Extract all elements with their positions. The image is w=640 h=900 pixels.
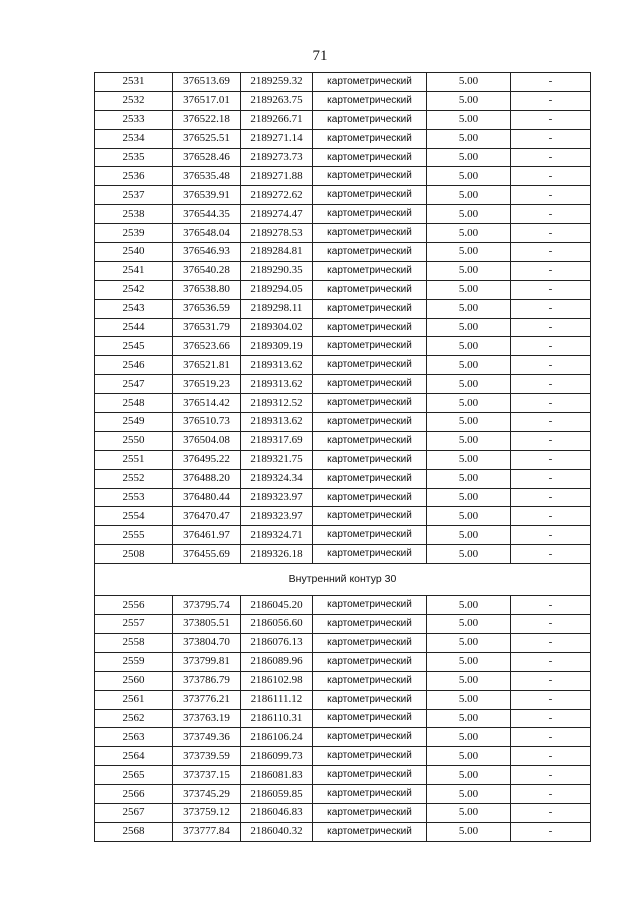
note-cell: - — [511, 167, 591, 186]
accuracy-cell: 5.00 — [427, 488, 511, 507]
point-id-cell: 2554 — [95, 507, 173, 526]
x-coordinate-cell: 376538.80 — [173, 280, 241, 299]
y-coordinate-cell: 2189304.02 — [241, 318, 313, 337]
accuracy-cell: 5.00 — [427, 652, 511, 671]
table-row — [95, 633, 591, 652]
accuracy-cell: 5.00 — [427, 596, 511, 615]
y-coordinate-cell: 2189294.05 — [241, 280, 313, 299]
method-cell: картометрический — [313, 747, 427, 766]
note-cell: - — [511, 110, 591, 129]
table-row — [95, 318, 591, 337]
method-cell: картометрический — [313, 129, 427, 148]
note-cell: - — [511, 469, 591, 488]
y-coordinate-cell: 2189313.62 — [241, 413, 313, 432]
note-cell: - — [511, 545, 591, 564]
x-coordinate-cell: 376488.20 — [173, 469, 241, 488]
accuracy-cell: 5.00 — [427, 73, 511, 92]
accuracy-cell: 5.00 — [427, 129, 511, 148]
coordinates-table — [94, 72, 591, 842]
note-cell: - — [511, 148, 591, 167]
y-coordinate-cell: 2186046.83 — [241, 803, 313, 822]
x-coordinate-cell: 373795.74 — [173, 596, 241, 615]
point-id-cell: 2548 — [95, 394, 173, 413]
y-coordinate-cell: 2189309.19 — [241, 337, 313, 356]
note-cell: - — [511, 337, 591, 356]
note-cell: - — [511, 785, 591, 804]
x-coordinate-cell: 376523.66 — [173, 337, 241, 356]
x-coordinate-cell: 376495.22 — [173, 450, 241, 469]
table-row — [95, 243, 591, 262]
accuracy-cell: 5.00 — [427, 450, 511, 469]
accuracy-cell: 5.00 — [427, 261, 511, 280]
x-coordinate-cell: 376540.28 — [173, 261, 241, 280]
accuracy-cell: 5.00 — [427, 633, 511, 652]
x-coordinate-cell: 373749.36 — [173, 728, 241, 747]
table-row — [95, 280, 591, 299]
y-coordinate-cell: 2189273.73 — [241, 148, 313, 167]
y-coordinate-cell: 2189298.11 — [241, 299, 313, 318]
y-coordinate-cell: 2189290.35 — [241, 261, 313, 280]
table-row — [95, 91, 591, 110]
y-coordinate-cell: 2189313.62 — [241, 356, 313, 375]
method-cell: картометрический — [313, 526, 427, 545]
x-coordinate-cell: 373805.51 — [173, 615, 241, 634]
table-row — [95, 526, 591, 545]
note-cell: - — [511, 709, 591, 728]
y-coordinate-cell: 2186076.13 — [241, 633, 313, 652]
point-id-cell: 2542 — [95, 280, 173, 299]
point-id-cell: 2532 — [95, 91, 173, 110]
accuracy-cell: 5.00 — [427, 766, 511, 785]
method-cell: картометрический — [313, 224, 427, 243]
y-coordinate-cell: 2189266.71 — [241, 110, 313, 129]
section-header-row — [95, 564, 591, 596]
method-cell: картометрический — [313, 615, 427, 634]
method-cell: картометрический — [313, 431, 427, 450]
method-cell: картометрический — [313, 261, 427, 280]
x-coordinate-cell: 373745.29 — [173, 785, 241, 804]
table-row — [95, 803, 591, 822]
accuracy-cell: 5.00 — [427, 690, 511, 709]
point-id-cell: 2549 — [95, 413, 173, 432]
y-coordinate-cell: 2186089.96 — [241, 652, 313, 671]
table-section — [95, 564, 591, 596]
method-cell: картометрический — [313, 186, 427, 205]
x-coordinate-cell: 373763.19 — [173, 709, 241, 728]
y-coordinate-cell: 2186106.24 — [241, 728, 313, 747]
note-cell: - — [511, 280, 591, 299]
table-row — [95, 356, 591, 375]
note-cell: - — [511, 205, 591, 224]
y-coordinate-cell: 2189323.97 — [241, 488, 313, 507]
y-coordinate-cell: 2189324.34 — [241, 469, 313, 488]
y-coordinate-cell: 2186099.73 — [241, 747, 313, 766]
accuracy-cell: 5.00 — [427, 280, 511, 299]
accuracy-cell: 5.00 — [427, 615, 511, 634]
table-row — [95, 129, 591, 148]
accuracy-cell: 5.00 — [427, 709, 511, 728]
point-id-cell: 2547 — [95, 375, 173, 394]
table-row — [95, 186, 591, 205]
note-cell: - — [511, 224, 591, 243]
x-coordinate-cell: 376528.46 — [173, 148, 241, 167]
note-cell: - — [511, 394, 591, 413]
table-row — [95, 110, 591, 129]
method-cell: картометрический — [313, 73, 427, 92]
accuracy-cell: 5.00 — [427, 507, 511, 526]
x-coordinate-cell: 376539.91 — [173, 186, 241, 205]
note-cell: - — [511, 671, 591, 690]
point-id-cell: 2562 — [95, 709, 173, 728]
note-cell: - — [511, 375, 591, 394]
method-cell: картометрический — [313, 110, 427, 129]
note-cell: - — [511, 299, 591, 318]
accuracy-cell: 5.00 — [427, 671, 511, 690]
x-coordinate-cell: 376504.08 — [173, 431, 241, 450]
accuracy-cell: 5.00 — [427, 728, 511, 747]
note-cell: - — [511, 356, 591, 375]
method-cell: картометрический — [313, 507, 427, 526]
page-number: 71 — [312, 48, 328, 64]
accuracy-cell: 5.00 — [427, 243, 511, 262]
y-coordinate-cell: 2189312.52 — [241, 394, 313, 413]
method-cell: картометрический — [313, 709, 427, 728]
table-row — [95, 167, 591, 186]
x-coordinate-cell: 376535.48 — [173, 167, 241, 186]
point-id-cell: 2568 — [95, 822, 173, 841]
table-row — [95, 822, 591, 841]
table-row — [95, 747, 591, 766]
note-cell: - — [511, 766, 591, 785]
accuracy-cell: 5.00 — [427, 526, 511, 545]
x-coordinate-cell: 376525.51 — [173, 129, 241, 148]
note-cell: - — [511, 413, 591, 432]
point-id-cell: 2558 — [95, 633, 173, 652]
y-coordinate-cell: 2189323.97 — [241, 507, 313, 526]
accuracy-cell: 5.00 — [427, 375, 511, 394]
note-cell: - — [511, 450, 591, 469]
y-coordinate-cell: 2189324.71 — [241, 526, 313, 545]
point-id-cell: 2540 — [95, 243, 173, 262]
point-id-cell: 2541 — [95, 261, 173, 280]
point-id-cell: 2565 — [95, 766, 173, 785]
point-id-cell: 2564 — [95, 747, 173, 766]
accuracy-cell: 5.00 — [427, 394, 511, 413]
x-coordinate-cell: 376514.42 — [173, 394, 241, 413]
accuracy-cell: 5.00 — [427, 110, 511, 129]
note-cell: - — [511, 318, 591, 337]
method-cell: картометрический — [313, 450, 427, 469]
method-cell: картометрический — [313, 375, 427, 394]
note-cell: - — [511, 652, 591, 671]
y-coordinate-cell: 2189313.62 — [241, 375, 313, 394]
table-row — [95, 652, 591, 671]
table-row — [95, 690, 591, 709]
y-coordinate-cell: 2186045.20 — [241, 596, 313, 615]
table-row — [95, 431, 591, 450]
method-cell: картометрический — [313, 91, 427, 110]
table-row — [95, 545, 591, 564]
section-label: Внутренний контур 30 — [95, 564, 591, 596]
method-cell: картометрический — [313, 822, 427, 841]
note-cell: - — [511, 690, 591, 709]
y-coordinate-cell: 2186111.12 — [241, 690, 313, 709]
point-id-cell: 2536 — [95, 167, 173, 186]
note-cell: - — [511, 261, 591, 280]
table-body-group-2 — [95, 596, 591, 842]
method-cell: картометрический — [313, 596, 427, 615]
x-coordinate-cell: 373804.70 — [173, 633, 241, 652]
x-coordinate-cell: 376513.69 — [173, 73, 241, 92]
x-coordinate-cell: 376544.35 — [173, 205, 241, 224]
note-cell: - — [511, 728, 591, 747]
y-coordinate-cell: 2186102.98 — [241, 671, 313, 690]
y-coordinate-cell: 2189274.47 — [241, 205, 313, 224]
point-id-cell: 2508 — [95, 545, 173, 564]
point-id-cell: 2535 — [95, 148, 173, 167]
accuracy-cell: 5.00 — [427, 431, 511, 450]
x-coordinate-cell: 376522.18 — [173, 110, 241, 129]
table-row — [95, 413, 591, 432]
x-coordinate-cell: 373759.12 — [173, 803, 241, 822]
table-row — [95, 507, 591, 526]
method-cell: картометрический — [313, 671, 427, 690]
x-coordinate-cell: 376536.59 — [173, 299, 241, 318]
y-coordinate-cell: 2186110.31 — [241, 709, 313, 728]
accuracy-cell: 5.00 — [427, 785, 511, 804]
note-cell: - — [511, 91, 591, 110]
accuracy-cell: 5.00 — [427, 318, 511, 337]
accuracy-cell: 5.00 — [427, 413, 511, 432]
note-cell: - — [511, 747, 591, 766]
x-coordinate-cell: 373739.59 — [173, 747, 241, 766]
table-row — [95, 469, 591, 488]
table-body-group-1 — [95, 73, 591, 564]
point-id-cell: 2544 — [95, 318, 173, 337]
point-id-cell: 2538 — [95, 205, 173, 224]
y-coordinate-cell: 2189326.18 — [241, 545, 313, 564]
point-id-cell: 2561 — [95, 690, 173, 709]
note-cell: - — [511, 431, 591, 450]
point-id-cell: 2563 — [95, 728, 173, 747]
point-id-cell: 2543 — [95, 299, 173, 318]
point-id-cell: 2560 — [95, 671, 173, 690]
table-row — [95, 671, 591, 690]
x-coordinate-cell: 376480.44 — [173, 488, 241, 507]
method-cell: картометрический — [313, 785, 427, 804]
y-coordinate-cell: 2189259.32 — [241, 73, 313, 92]
x-coordinate-cell: 376548.04 — [173, 224, 241, 243]
method-cell: картометрический — [313, 356, 427, 375]
method-cell: картометрический — [313, 690, 427, 709]
table-row — [95, 299, 591, 318]
method-cell: картометрический — [313, 299, 427, 318]
note-cell: - — [511, 803, 591, 822]
point-id-cell: 2556 — [95, 596, 173, 615]
method-cell: картометрический — [313, 545, 427, 564]
accuracy-cell: 5.00 — [427, 148, 511, 167]
method-cell: картометрический — [313, 652, 427, 671]
x-coordinate-cell: 376470.47 — [173, 507, 241, 526]
table-row — [95, 488, 591, 507]
note-cell: - — [511, 633, 591, 652]
x-coordinate-cell: 376521.81 — [173, 356, 241, 375]
note-cell: - — [511, 596, 591, 615]
y-coordinate-cell: 2186059.85 — [241, 785, 313, 804]
accuracy-cell: 5.00 — [427, 205, 511, 224]
table-row — [95, 785, 591, 804]
point-id-cell: 2566 — [95, 785, 173, 804]
method-cell: картометрический — [313, 728, 427, 747]
y-coordinate-cell: 2189271.14 — [241, 129, 313, 148]
x-coordinate-cell: 376510.73 — [173, 413, 241, 432]
point-id-cell: 2539 — [95, 224, 173, 243]
method-cell: картометрический — [313, 803, 427, 822]
accuracy-cell: 5.00 — [427, 545, 511, 564]
point-id-cell: 2537 — [95, 186, 173, 205]
method-cell: картометрический — [313, 394, 427, 413]
table-row — [95, 394, 591, 413]
method-cell: картометрический — [313, 337, 427, 356]
y-coordinate-cell: 2186056.60 — [241, 615, 313, 634]
y-coordinate-cell: 2189321.75 — [241, 450, 313, 469]
x-coordinate-cell: 373777.84 — [173, 822, 241, 841]
accuracy-cell: 5.00 — [427, 224, 511, 243]
table-row — [95, 205, 591, 224]
accuracy-cell: 5.00 — [427, 186, 511, 205]
x-coordinate-cell: 376519.23 — [173, 375, 241, 394]
table-row — [95, 709, 591, 728]
method-cell: картометрический — [313, 766, 427, 785]
accuracy-cell: 5.00 — [427, 469, 511, 488]
point-id-cell: 2533 — [95, 110, 173, 129]
table-row — [95, 73, 591, 92]
y-coordinate-cell: 2189278.53 — [241, 224, 313, 243]
method-cell: картометрический — [313, 205, 427, 224]
x-coordinate-cell: 376531.79 — [173, 318, 241, 337]
accuracy-cell: 5.00 — [427, 91, 511, 110]
point-id-cell: 2552 — [95, 469, 173, 488]
x-coordinate-cell: 376461.97 — [173, 526, 241, 545]
y-coordinate-cell: 2189317.69 — [241, 431, 313, 450]
table-row — [95, 450, 591, 469]
point-id-cell: 2546 — [95, 356, 173, 375]
y-coordinate-cell: 2189263.75 — [241, 91, 313, 110]
point-id-cell: 2559 — [95, 652, 173, 671]
accuracy-cell: 5.00 — [427, 167, 511, 186]
method-cell: картометрический — [313, 488, 427, 507]
table-row — [95, 766, 591, 785]
table-row — [95, 728, 591, 747]
note-cell: - — [511, 526, 591, 545]
y-coordinate-cell: 2186081.83 — [241, 766, 313, 785]
table-row — [95, 375, 591, 394]
point-id-cell: 2567 — [95, 803, 173, 822]
accuracy-cell: 5.00 — [427, 747, 511, 766]
x-coordinate-cell: 376517.01 — [173, 91, 241, 110]
note-cell: - — [511, 615, 591, 634]
x-coordinate-cell: 376546.93 — [173, 243, 241, 262]
accuracy-cell: 5.00 — [427, 822, 511, 841]
point-id-cell: 2553 — [95, 488, 173, 507]
note-cell: - — [511, 129, 591, 148]
table-row — [95, 261, 591, 280]
point-id-cell: 2545 — [95, 337, 173, 356]
method-cell: картометрический — [313, 633, 427, 652]
accuracy-cell: 5.00 — [427, 803, 511, 822]
note-cell: - — [511, 73, 591, 92]
note-cell: - — [511, 822, 591, 841]
table-row — [95, 596, 591, 615]
point-id-cell: 2534 — [95, 129, 173, 148]
y-coordinate-cell: 2189272.62 — [241, 186, 313, 205]
y-coordinate-cell: 2186040.32 — [241, 822, 313, 841]
y-coordinate-cell: 2189284.81 — [241, 243, 313, 262]
method-cell: картометрический — [313, 318, 427, 337]
x-coordinate-cell: 373786.79 — [173, 671, 241, 690]
x-coordinate-cell: 373799.81 — [173, 652, 241, 671]
accuracy-cell: 5.00 — [427, 337, 511, 356]
table-row — [95, 337, 591, 356]
method-cell: картометрический — [313, 148, 427, 167]
method-cell: картометрический — [313, 469, 427, 488]
note-cell: - — [511, 186, 591, 205]
accuracy-cell: 5.00 — [427, 356, 511, 375]
accuracy-cell: 5.00 — [427, 299, 511, 318]
table-row — [95, 615, 591, 634]
method-cell: картометрический — [313, 280, 427, 299]
method-cell: картометрический — [313, 243, 427, 262]
note-cell: - — [511, 507, 591, 526]
table-row — [95, 148, 591, 167]
x-coordinate-cell: 373776.21 — [173, 690, 241, 709]
note-cell: - — [511, 243, 591, 262]
point-id-cell: 2551 — [95, 450, 173, 469]
point-id-cell: 2550 — [95, 431, 173, 450]
x-coordinate-cell: 376455.69 — [173, 545, 241, 564]
point-id-cell: 2557 — [95, 615, 173, 634]
point-id-cell: 2531 — [95, 73, 173, 92]
method-cell: картометрический — [313, 167, 427, 186]
method-cell: картометрический — [313, 413, 427, 432]
table-row — [95, 224, 591, 243]
note-cell: - — [511, 488, 591, 507]
point-id-cell: 2555 — [95, 526, 173, 545]
y-coordinate-cell: 2189271.88 — [241, 167, 313, 186]
x-coordinate-cell: 373737.15 — [173, 766, 241, 785]
